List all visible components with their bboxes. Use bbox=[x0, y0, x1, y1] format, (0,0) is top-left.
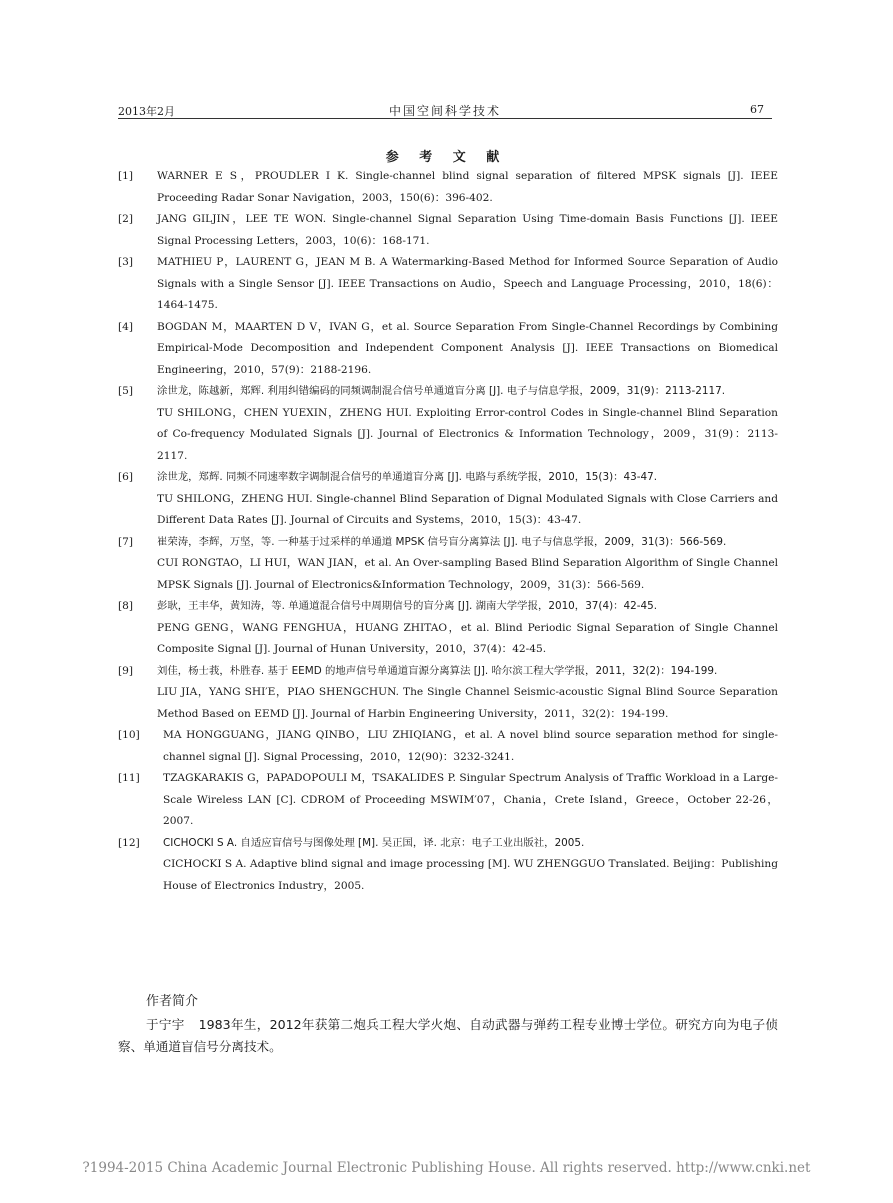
reference-item bbox=[118, 596, 778, 661]
reference-item bbox=[118, 209, 778, 252]
reference-body bbox=[157, 467, 778, 532]
reference-text-english: MA HONGGUANG，JIANG QINBO，LIU ZHIQIANG，et al. A novel blind source separation method for single-channel signal [J]. Signal Processing，2010，12(90)：3232-3241. bbox=[163, 729, 778, 763]
reference-item bbox=[118, 317, 778, 382]
author-bio-text: 1983年生，2012年获第二炮兵工程大学火炮、自动武器与弹药工程专业博士学位。研究方向为电子侦察、单通道盲信号分离技术。 bbox=[118, 1017, 778, 1054]
reference-text-chinese: 崔荣涛，李辉，万坚，等. 一种基于过采样的单通道 MPSK 信号盲分离算法 [J]. 电子与信息学报，2009，31(3)：566-569. bbox=[157, 535, 727, 548]
reference-number: [4] bbox=[118, 320, 134, 333]
reference-text-english: CUI RONGTAO，LI HUI，WAN JIAN，et al. An Over-sampling Based Blind Separation Algorithm of Single Channel MPSK Signals [J]. Journal of Electronics&Information Technology，2009，31(3)：566-569. bbox=[157, 557, 778, 591]
reference-text-chinese: CICHOCKI S A. 自适应盲信号与图像处理 [M]. 吴正国，译. 北京：电子工业出版社，2005. bbox=[163, 836, 585, 849]
reference-item bbox=[118, 833, 778, 898]
reference-item bbox=[118, 252, 778, 317]
references-list bbox=[118, 166, 778, 897]
reference-text-chinese: 刘佳，杨士莪，朴胜春. 基于 EEMD 的地声信号单通道盲源分离算法 [J]. 哈尔滨工程大学学报，2011，32(2)：194-199. bbox=[157, 664, 718, 677]
reference-text-english: TU SHILONG，CHEN YUEXIN，ZHENG HUI. Exploiting Error-control Codes in Single-channel Blind Separation of Co-frequency Modulated Signals [J]. Journal of Electronics & Information Technology，2009，31(9)：2113-2117. bbox=[157, 406, 778, 462]
reference-number: [7] bbox=[118, 535, 134, 548]
reference-text-english: TU SHILONG，ZHENG HUI. Single-channel Blind Separation of Dignal Modulated Signals with Close Carriers and Different Data Rates [J]. Journal of Circuits and Systems，2010，15(3)：43-47. bbox=[157, 492, 778, 526]
author-name: 于宁宇 bbox=[146, 1017, 185, 1032]
running-header bbox=[118, 100, 772, 119]
reference-number: [8] bbox=[118, 600, 134, 612]
reference-body bbox=[163, 768, 778, 833]
reference-text-chinese: 涂世龙，陈越新，郑辉. 利用纠错编码的同频调制混合信号单通道盲分离 [J]. 电子与信息学报，2009，31(9)：2113-2117. bbox=[157, 385, 726, 397]
reference-body bbox=[157, 661, 778, 726]
reference-text-chinese: 涂世龙，郑辉. 同频不同速率数字调制混合信号的单通道盲分离 [J]. 电路与系统学报，2010，15(3)：43-47. bbox=[157, 471, 658, 483]
reference-body bbox=[157, 166, 778, 209]
author-bio bbox=[118, 1014, 778, 1058]
reference-text-english: WARNER E S，PROUDLER I K. Single-channel blind signal separation of filtered MPSK signals [J]. IEEE Proceeding Radar Sonar Navigation，2003，150(6)：396-402. bbox=[157, 170, 778, 204]
reference-body bbox=[157, 532, 778, 597]
reference-number: [11] bbox=[118, 772, 140, 784]
reference-item bbox=[118, 381, 778, 467]
reference-number: [10] bbox=[118, 729, 140, 741]
references-heading: 参 考 文 献 bbox=[385, 150, 508, 165]
reference-text-english: TZAGKARAKIS G，PAPADOPOULI M，TSAKALIDES P. Singular Spectrum Analysis of Traffic Workload in a Large-Scale Wireless LAN [C]. CDROM of Proceeding MSWIM′07，Chania，Crete Island，Greece，October 22-26，2007. bbox=[163, 772, 778, 827]
reference-item bbox=[118, 532, 778, 597]
reference-number: [1] bbox=[118, 170, 134, 182]
reference-number: [2] bbox=[118, 213, 134, 225]
reference-body bbox=[157, 317, 778, 382]
header-date: 2013年2月 bbox=[118, 105, 175, 118]
reference-body bbox=[157, 596, 778, 661]
reference-item bbox=[118, 467, 778, 532]
header-page-number: 67 bbox=[750, 103, 764, 116]
reference-number: [3] bbox=[118, 256, 134, 268]
reference-number: [5] bbox=[118, 385, 134, 397]
reference-text-english: MATHIEU P，LAURENT G，JEAN M B. A Watermarking-Based Method for Informed Source Separation of Audio Signals with a Single Sensor [J]. IEEE Transactions on Audio，Speech and Language Processing，2010，18(6)：1464-1475. bbox=[157, 256, 778, 311]
reference-number: [9] bbox=[118, 664, 134, 677]
reference-body bbox=[163, 725, 778, 768]
reference-body bbox=[157, 381, 778, 467]
reference-text-english: CICHOCKI S A. Adaptive blind signal and image processing [M]. WU ZHENGGUO Translated. Beijing：Publishing House of Electronics Industry，2005. bbox=[163, 858, 778, 892]
reference-text-english: PENG GENG，WANG FENGHUA，HUANG ZHITAO，et al. Blind Periodic Signal Separation of Single Channel Composite Signal [J]. Journal of Hunan University，2010，37(4)：42-45. bbox=[157, 621, 778, 655]
reference-number: [12] bbox=[118, 836, 140, 849]
reference-text-chinese: 彭耿，王丰华，黄知涛，等. 单通道混合信号中周期信号的盲分离 [J]. 湖南大学学报，2010，37(4)：42-45. bbox=[157, 600, 658, 612]
author-section-heading: 作者简介 bbox=[146, 994, 199, 1009]
reference-body bbox=[163, 833, 778, 898]
reference-number: [6] bbox=[118, 471, 134, 483]
reference-item bbox=[118, 725, 778, 768]
reference-text-english: JANG GILJIN，LEE TE WON. Single-channel Signal Separation Using Time-domain Basis Functions [J]. IEEE Signal Processing Letters，2003，10(6)：168-171. bbox=[157, 213, 778, 247]
reference-item bbox=[118, 166, 778, 209]
reference-body bbox=[157, 209, 778, 252]
reference-text-english: LIU JIA，YANG SHI′E，PIAO SHENGCHUN. The Single Channel Seismic-acoustic Signal Blind Source Separation Method Based on EEMD [J]. Journal of Harbin Engineering University，2011，32(2)：194-199. bbox=[157, 686, 778, 720]
reference-item bbox=[118, 661, 778, 726]
reference-item bbox=[118, 768, 778, 833]
copyright-footer: ?1994-2015 China Academic Journal Electronic Publishing House. All rights reserved. http://www.cnki.net bbox=[82, 1160, 811, 1176]
reference-body bbox=[157, 252, 778, 317]
header-journal-name: 中国空间科学技术 bbox=[388, 104, 501, 118]
reference-text-english: BOGDAN M，MAARTEN D V，IVAN G，et al. Source Separation From Single-Channel Recordings by Combining Empirical-Mode Decomposition and Independent Component Analysis [J]. IEEE Transactions on Biomedical Engineering，2010，57(9)：2188-2196. bbox=[157, 320, 778, 376]
